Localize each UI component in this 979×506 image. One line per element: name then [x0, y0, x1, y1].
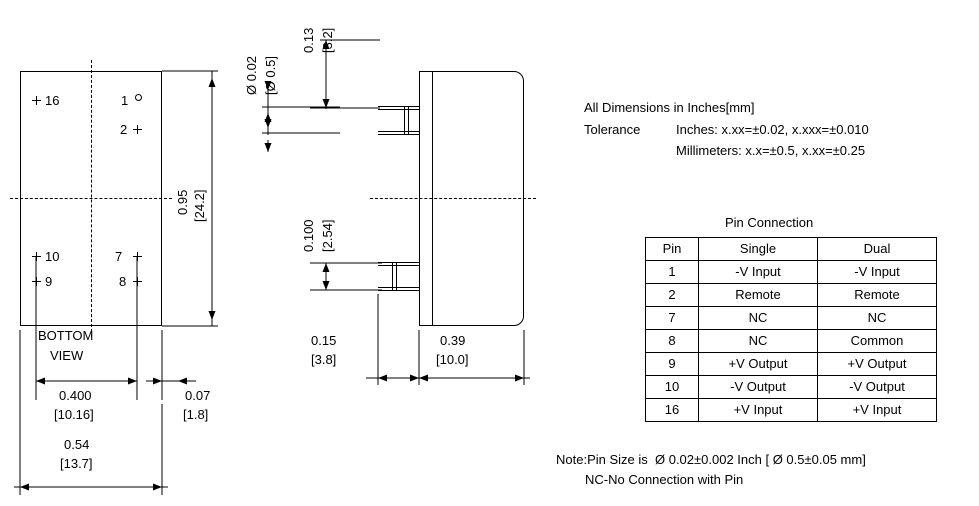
cell-dual: NC: [818, 307, 937, 330]
cell-pin: 7: [646, 307, 699, 330]
cell-dual: +V Output: [818, 353, 937, 376]
side-view-centerline-h: [370, 198, 536, 199]
table-row: [646, 376, 937, 399]
dim-edge-in: 0.07: [185, 388, 211, 403]
dim-topgap-mm: [3.2]: [320, 27, 335, 53]
side-pin-2b: [378, 134, 420, 135]
side-pin-shoulder-top: [404, 106, 405, 135]
cell-pin: 1: [646, 261, 699, 284]
cell-single: NC: [699, 330, 818, 353]
table-row: [646, 330, 937, 353]
note-tolerance-label: Tolerance: [584, 122, 641, 137]
bottom-view-label-line2: VIEW: [50, 348, 84, 363]
pin-marker-9: [32, 277, 41, 286]
dim-height-mm: [24.2]: [192, 189, 207, 222]
pin-label-16: 16: [45, 93, 60, 108]
table-row: [646, 353, 937, 376]
pin-marker-7: [133, 252, 142, 261]
table-header-dual: Dual: [818, 238, 937, 261]
pin-label-8: 8: [119, 274, 127, 289]
pin-marker-10: [32, 252, 41, 261]
cell-single: +V Output: [699, 353, 818, 376]
cell-pin: 16: [646, 399, 699, 422]
pin-marker-2: [133, 125, 142, 134]
note-units: All Dimensions in Inches[mm]: [584, 100, 755, 115]
dim-pindia-in: Ø 0.02: [244, 55, 259, 95]
cell-single: -V Output: [699, 376, 818, 399]
cell-pin: 9: [646, 353, 699, 376]
note-pin-size: Note:Pin Size is Ø 0.02±0.002 Inch [ Ø 0.5±0.05 mm]: [556, 452, 866, 467]
table-row: [646, 284, 937, 307]
cell-dual: Common: [818, 330, 937, 353]
pin-label-10: 10: [45, 249, 60, 264]
dim-pinspan-mm: [10.16]: [54, 407, 94, 422]
cell-pin: 8: [646, 330, 699, 353]
note-tolerance-inch: Inches: x.xx=±0.02, x.xxx=±0.010: [676, 122, 869, 137]
table-row: [646, 399, 937, 422]
pin-label-9: 9: [45, 274, 53, 289]
dim-pinlen-mm: [3.8]: [311, 352, 337, 367]
pin-marker-8: [133, 277, 142, 286]
side-pin-shoulder-bottom2: [396, 262, 397, 291]
table-row: [646, 261, 937, 284]
bottom-view-centerline-v: [91, 60, 92, 337]
dim-width-mm: [13.7]: [60, 456, 93, 471]
dim-pinspan-in: 0.400: [59, 388, 92, 403]
side-pin-1b: [378, 109, 420, 110]
pin-label-7: 7: [115, 249, 123, 264]
cell-dual: +V Input: [818, 399, 937, 422]
dim-height-in: 0.95: [175, 189, 190, 215]
dim-pindia-mm: [Ø 0.5]: [263, 55, 278, 95]
side-pin-1a: [378, 106, 420, 107]
note-tolerance-mm: Millimeters: x.x=±0.5, x.xx=±0.25: [676, 143, 866, 158]
cell-pin: 2: [646, 284, 699, 307]
pin-label-2: 2: [120, 122, 128, 137]
dim-pinlen-in: 0.15: [311, 333, 337, 348]
note-nc: NC-No Connection with Pin: [585, 472, 744, 487]
dim-width-in: 0.54: [64, 437, 90, 452]
dim-depth-mm: [10.0]: [436, 352, 469, 367]
table-header-pin: Pin: [646, 238, 699, 261]
side-pin-shoulder-top2: [408, 106, 409, 135]
cell-single: -V Input: [699, 261, 818, 284]
pin1-dot-icon: [135, 94, 142, 101]
cell-single: +V Input: [699, 399, 818, 422]
cell-dual: Remote: [818, 284, 937, 307]
table-header-row: [646, 238, 937, 261]
side-pin-3a: [378, 262, 420, 263]
table-header-single: Single: [699, 238, 818, 261]
pin-marker-16: [32, 96, 41, 105]
cell-single: NC: [699, 307, 818, 330]
cell-single: Remote: [699, 284, 818, 307]
table-row: [646, 307, 937, 330]
cell-dual: -V Input: [818, 261, 937, 284]
side-pin-4a: [378, 287, 420, 288]
dim-pitch-mm: [2.54]: [320, 219, 335, 252]
dim-depth-in: 0.39: [440, 333, 466, 348]
bottom-view-label-line1: BOTTOM: [38, 328, 94, 343]
pin-connection-table: [645, 237, 937, 422]
pin-label-1: 1: [121, 93, 129, 108]
side-pin-shoulder-bottom: [392, 262, 393, 291]
dim-pitch-in: 0.100: [301, 219, 316, 252]
side-pin-2a: [378, 131, 420, 132]
side-pin-3b: [378, 265, 420, 266]
dim-topgap-in: 0.13: [301, 27, 316, 53]
side-pin-4b: [378, 290, 420, 291]
cell-pin: 10: [646, 376, 699, 399]
dim-edge-mm: [1.8]: [183, 407, 209, 422]
cell-dual: -V Output: [818, 376, 937, 399]
pin-table-title: Pin Connection: [725, 215, 814, 230]
